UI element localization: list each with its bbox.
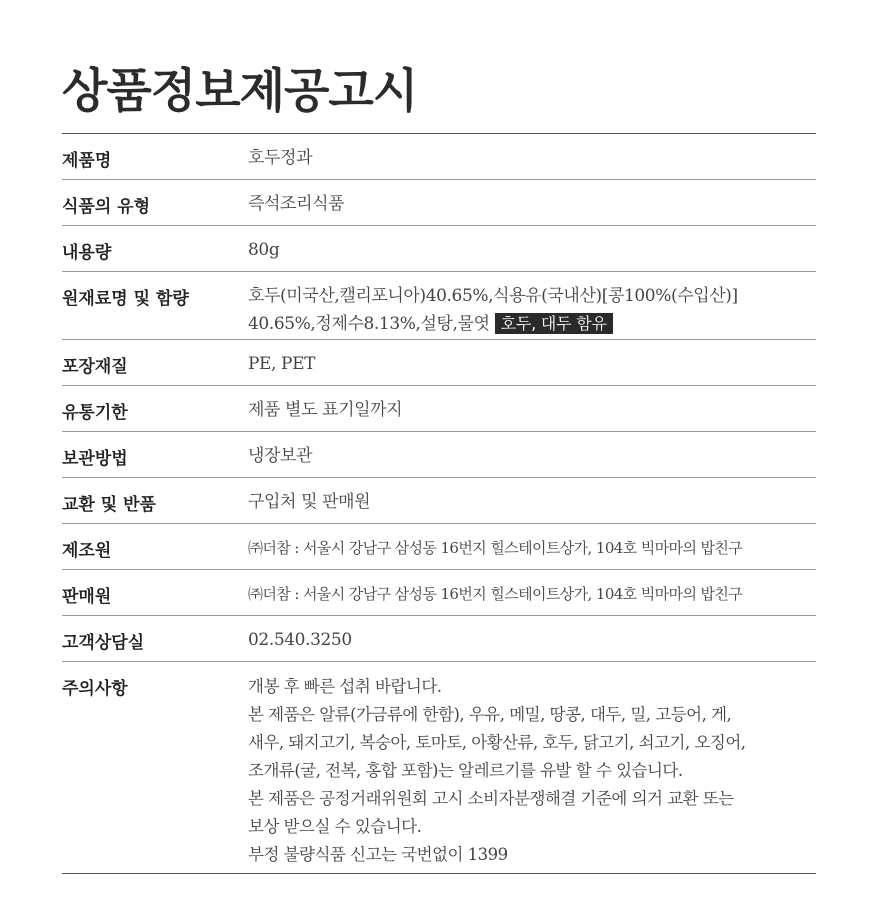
row-label: 주의사항 [62,679,128,699]
row-label: 유통기한 [62,403,128,423]
ingredients-line-2 [248,310,816,338]
table-row-ingredients [62,272,816,340]
notice-line: 보상 받으실 수 있습니다. [248,817,422,836]
table-row-notice [62,662,816,874]
allergen-badge: 호두, 대두 함유 [495,313,613,334]
row-label: 원재료명 및 함량 [62,289,189,309]
row-label: 고객상담실 [62,633,145,653]
notice-line: 조개류(굴, 전복, 홍합 포함)는 알레르기를 유발 할 수 있습니다. [248,761,683,780]
page-title: 상품정보제공고시 [62,64,418,119]
notice-line: 본 제품은 알류(가금류에 한함), 우유, 메밀, 땅콩, 대두, 밀, 고등어, 게, [248,705,732,724]
row-label: 제품명 [62,151,112,171]
row-label: 식품의 유형 [62,197,151,217]
row-value: ㈜더참 : 서울시 강남구 삼성동 16번지 힐스테이트상가, 104호 빅마마의 밥친구 [248,585,743,603]
table-row-packaging [62,340,816,386]
row-value: PE, PET [248,354,316,374]
ingredients-line-2-text: 40.65%,정제수8.13%,설탕,물엿 [248,314,490,334]
table-row-product-name [62,134,816,180]
row-label: 제조원 [62,541,112,561]
row-value: 냉장보관 [248,446,313,466]
row-label: 내용량 [62,243,112,263]
row-value: 즉석조리식품 [248,194,345,214]
row-label: 교환 및 반품 [62,495,156,515]
table-row-seller [62,570,816,616]
ingredients-line-1: 호두(미국산,캘리포니아)40.65%,식용유(국내산)[콩100%(수입산)] [248,286,738,306]
row-label: 포장재질 [62,357,128,377]
notice-line: 본 제품은 공정거래위원회 고시 소비자분쟁해결 기준에 의거 교환 또는 [248,789,734,808]
notice-line: 새우, 돼지고기, 복숭아, 토마토, 아황산류, 호두, 닭고기, 쇠고기, 오징어, [248,733,746,752]
row-label: 보관방법 [62,449,128,469]
table-row-food-type [62,180,816,226]
notice-line: 개봉 후 빠른 섭취 바랍니다. [248,677,442,696]
row-label: 판매원 [62,587,112,607]
row-value [248,662,816,873]
row-value: ㈜더참 : 서울시 강남구 삼성동 16번지 힐스테이트상가, 104호 빅마마의 밥친구 [248,539,743,557]
table-row-volume [62,226,816,272]
row-value: 02.540.3250 [248,630,352,650]
row-value: 호두정과 [248,148,313,168]
table-row-expiry [62,386,816,432]
notice-line: 부정 불량식품 신고는 국번없이 1399 [248,845,508,864]
row-value [248,272,816,339]
table-row-storage [62,432,816,478]
table-row-exchange [62,478,816,524]
row-value: 제품 별도 표기일까지 [248,400,403,420]
table-row-manufacturer [62,524,816,570]
row-value: 구입처 및 판매원 [248,492,371,512]
info-table [62,133,816,874]
row-value: 80g [248,240,280,260]
table-row-customer-service [62,616,816,662]
